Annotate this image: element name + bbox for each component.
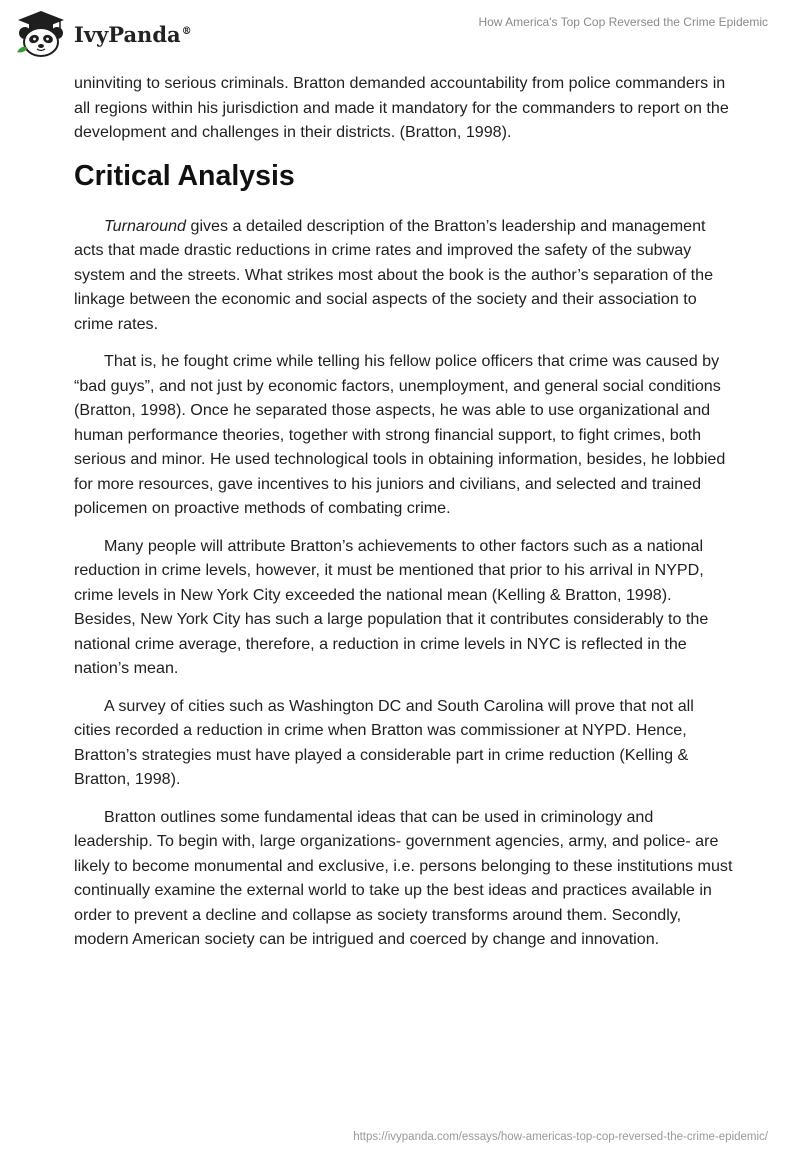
paragraph-5: Bratton outlines some fundamental ideas that can be used in criminology and leadership. To begin with, large organizations- government agencies, army, and police- are likely to become monumental and exclusive, i.e. persons belonging to these institutions must continually examine the external world to take up the best ideas and practices available in order to prevent a decline and collapse as society transforms around them. Secondly, modern American society can be intrigued and coerced by change and innovation. — [74, 807, 733, 948]
section-title: Critical Analysis — [74, 159, 295, 192]
paragraph-3: Many people will attribute Bratton’s achievements to other factors such as a national reduction in crime levels, however, it must be mentioned that prior to his arrival in NYPD, crime levels in New York City exceeded the national mean (Kelling & Bratton, 1998). Besides, New York City has such a large population that it contributes considerably to the national crime average, therefore, a reduction in crime levels in NYC is reflected in the nation’s mean. — [74, 536, 709, 677]
intro-paragraph: uninviting to serious criminals. Bratton demanded accountability from police commanders in all regions within his jurisdiction and made it mandatory for the commanders to report on the development and challenges in their districts. (Bratton, 1998). — [74, 74, 729, 141]
source-url[interactable]: https://ivypanda.com/essays/how-americas-top-cop-reversed-the-crime-epidemic/ — [353, 1131, 768, 1143]
paragraph-1: Turnaround gives a detailed description of the Bratton’s leadership and management acts that made drastic reductions in crime rates and improved the safety of the subway system and the streets. What strikes most about the book is the author’s separation of the linkage between the economic and social aspects of the society and their association to crime rates. — [74, 216, 714, 333]
essay-content — [74, 71, 734, 965]
paragraph-4: A survey of cities such as Washington DC and South Carolina will prove that not all cities recorded a reduction in crime when Bratton was commissioner at NYPD. Hence, Bratton’s strategies must have played a considerable part in crime reduction (Kelling & Bratton, 1998). — [74, 696, 694, 788]
panda-graduate-icon — [14, 8, 68, 58]
book-title: Turnaround — [104, 216, 187, 235]
document-title: How America's Top Cop Reversed the Crime Epidemic — [478, 15, 768, 29]
ivypanda-logo[interactable] — [14, 8, 192, 58]
paragraph-2: That is, he fought crime while telling his fellow police officers that crime was caused by “bad guys”, and not just by economic factors, unemployment, and general social conditions (Bratton, 1998). Once he separated those aspects, he was able to use organizational and human performance theories, together with strong financial support, to fight crimes, both serious and minor. He used technological tools in obtaining information, besides, he lobbied for more resources, gave incentives to his juniors and civilians, and selected and trained policemen on proactive methods of combating crime. — [74, 352, 726, 517]
page-header — [0, 0, 800, 60]
brand-name: IvyPanda® — [74, 21, 192, 47]
